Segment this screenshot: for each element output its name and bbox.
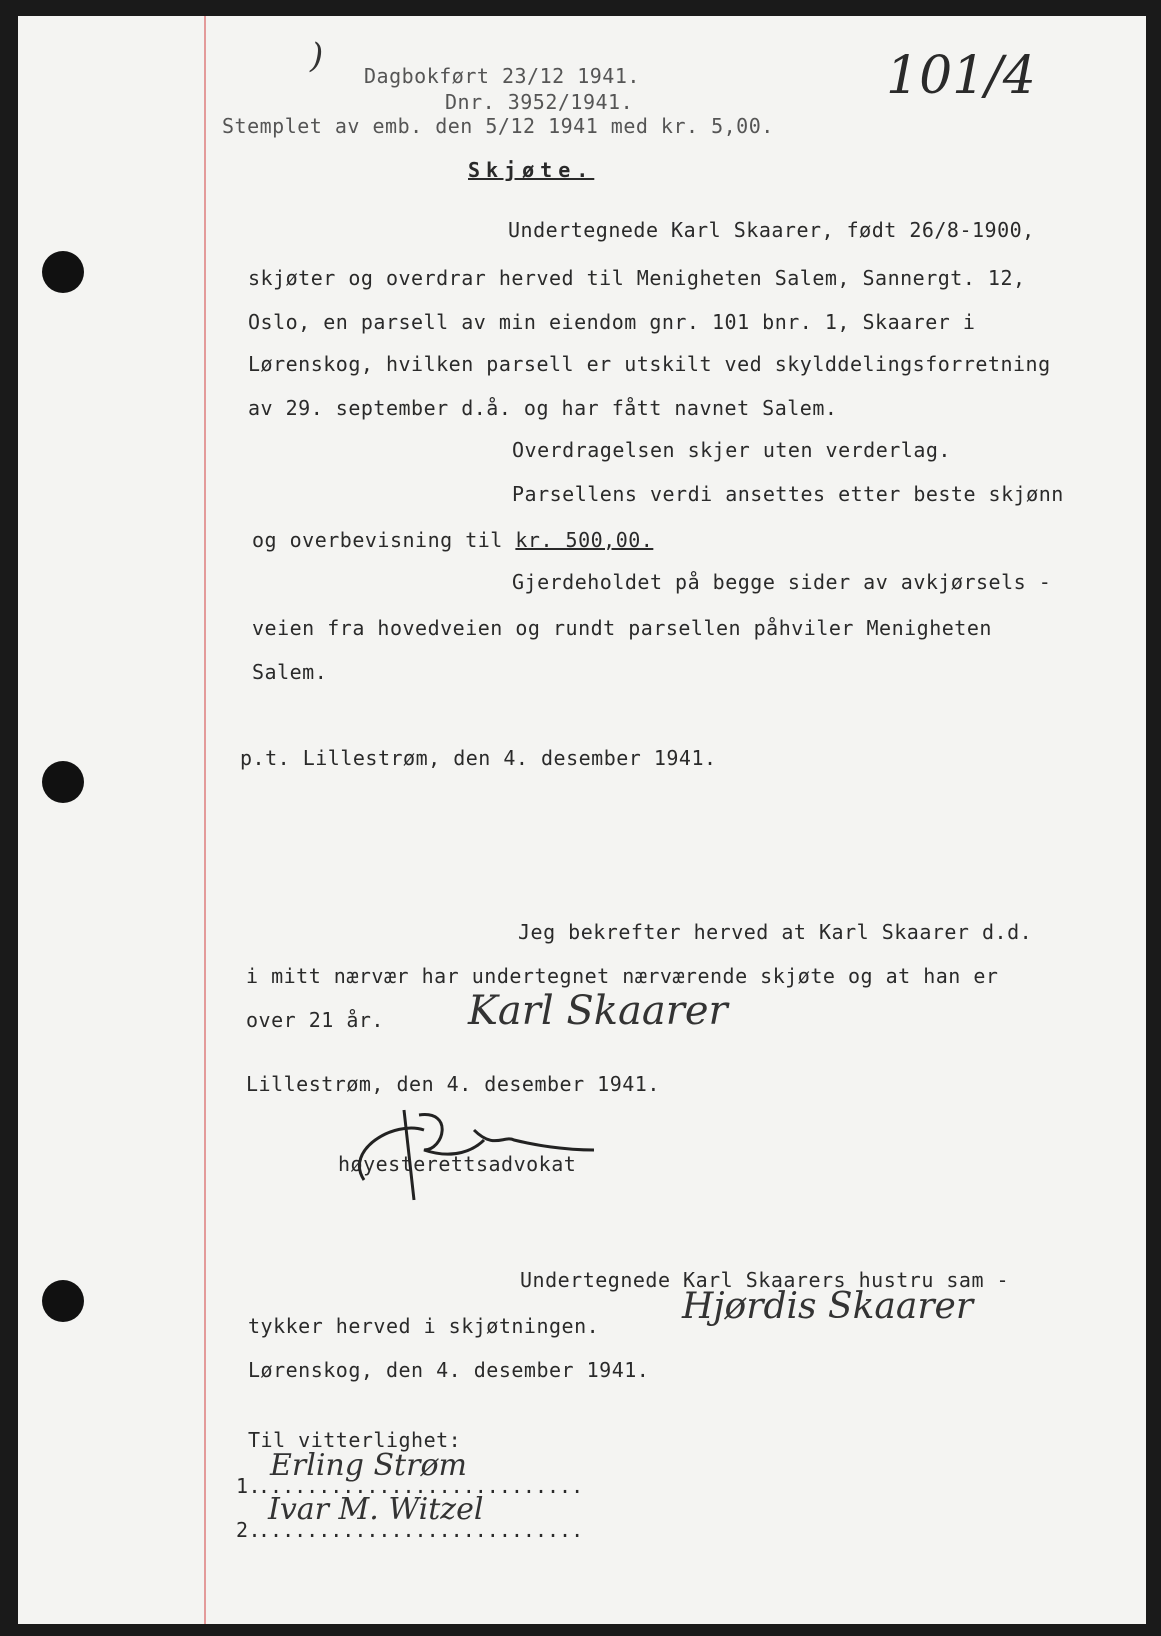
dotted-line: ........................... — [258, 1474, 584, 1498]
body-line — [252, 528, 653, 552]
body-line: Oslo, en parsell av min eiendom gnr. 101 bnr. 1, Skaarer i — [248, 310, 976, 334]
registry-line-3: Stemplet av emb. den 5/12 1941 med kr. 5,00. — [222, 114, 774, 138]
document-title: Skjøte. — [468, 158, 595, 182]
witness-heading: Til vitterlighet: — [248, 1428, 462, 1452]
signature-hjordis-skaarer: Hjørdis Skaarer — [682, 1286, 974, 1327]
lawyer-signature-icon — [334, 1090, 614, 1210]
body-line: av 29. september d.å. og har fått navnet Salem. — [248, 396, 838, 420]
document-page — [18, 16, 1146, 1624]
witness-signature: Ivar M. Witzel — [268, 1492, 484, 1527]
folio-number: 101/4 — [886, 46, 1036, 106]
body-text: og overbevisning til — [252, 528, 516, 552]
body-line: Gjerdeholdet på begge sider av avkjørsels - — [512, 570, 1052, 594]
body-line: Parsellens verdi ansettes etter beste skjønn — [512, 482, 1064, 506]
witness-number: 2. — [236, 1518, 262, 1542]
body-line: skjøter og overdrar herved til Menigheten Salem, Sannergt. 12, — [248, 266, 1026, 290]
registry-line-2: Dnr. 3952/1941. — [445, 90, 634, 114]
body-line: Overdragelsen skjer uten verderlag. — [512, 438, 951, 462]
punch-hole-icon — [42, 761, 84, 803]
lawyer-title: høyesterettsadvokat — [338, 1152, 577, 1176]
body-line: veien fra hovedveien og rundt parsellen påhviler Menigheten — [252, 616, 992, 640]
amount-value: kr. 500,00. — [515, 528, 654, 552]
tick-mark: ) — [310, 36, 324, 76]
body-line: Salem. — [252, 660, 328, 684]
spouse-consent-line: Undertegnede Karl Skaarers hustru sam - — [520, 1268, 1010, 1292]
registry-line-1: Dagbokført 23/12 1941. — [364, 64, 640, 88]
body-line: Undertegnede Karl Skaarer, født 26/8-1900, — [508, 218, 1035, 242]
confirmation-line: Jeg bekrefter herved at Karl Skaarer d.d. — [518, 920, 1033, 944]
place-date-line: Lørenskog, den 4. desember 1941. — [248, 1358, 650, 1382]
witness-signature: Erling Strøm — [270, 1448, 467, 1483]
dotted-line: ........................... — [258, 1518, 584, 1542]
punch-hole-icon — [42, 251, 84, 293]
confirmation-line: over 21 år. — [246, 1008, 384, 1032]
punch-hole-icon — [42, 1280, 84, 1322]
signature-karl-skaarer: Karl Skaarer — [468, 988, 728, 1034]
body-line: Lørenskog, hvilken parsell er utskilt ved skylddelingsforretning — [248, 352, 1051, 376]
place-date-line: p.t. Lillestrøm, den 4. desember 1941. — [240, 746, 717, 770]
place-date-line: Lillestrøm, den 4. desember 1941. — [246, 1072, 660, 1096]
witness-number: 1. — [236, 1474, 262, 1498]
confirmation-line: i mitt nærvær har undertegnet nærværende skjøte og at han er — [246, 964, 999, 988]
spouse-consent-line: tykker herved i skjøtningen. — [248, 1314, 600, 1338]
red-margin-line — [204, 16, 206, 1624]
